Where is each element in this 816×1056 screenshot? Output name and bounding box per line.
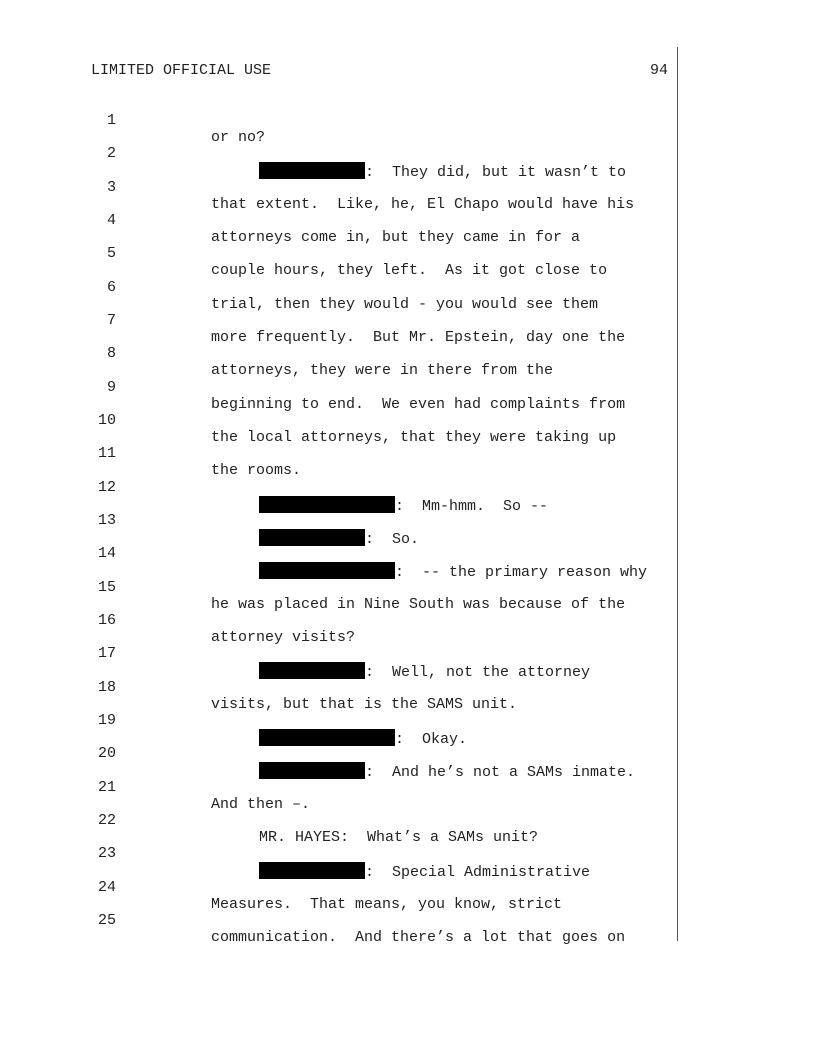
- line-text: : So.: [365, 531, 420, 548]
- transcript-line: [0, 595, 680, 646]
- line-number: 4: [106, 212, 116, 229]
- transcript-line: [0, 95, 680, 146]
- transcript-line: [0, 562, 680, 613]
- line-text: the rooms.: [211, 462, 302, 479]
- line-text: he was placed in Nine South was because of the: [211, 596, 626, 613]
- line-number: 10: [97, 412, 116, 429]
- line-text: or no?: [211, 129, 266, 146]
- line-text: And then –.: [211, 796, 311, 813]
- line-text: MR. HAYES: What’s a SAMs unit?: [259, 829, 539, 846]
- transcript-line: [0, 795, 680, 846]
- line-number: 15: [97, 579, 116, 596]
- transcript-line: [0, 862, 680, 913]
- transcript-line: [0, 362, 680, 413]
- line-text: visits, but that is the SAMS unit.: [211, 696, 518, 713]
- line-number: 5: [106, 245, 116, 262]
- line-text: communication. And there’s a lot that goes on: [211, 929, 626, 946]
- page-header-classification: LIMITED OFFICIAL USE: [91, 62, 272, 79]
- line-number: 3: [106, 179, 116, 196]
- line-text: : Well, not the attorney: [365, 664, 591, 681]
- line-text: that extent. Like, he, El Chapo would have his: [211, 196, 635, 213]
- transcript-line: [0, 195, 680, 246]
- transcript-line: [0, 695, 680, 748]
- line-text: attorneys come in, but they came in for a: [211, 229, 581, 246]
- line-number: 9: [106, 379, 116, 396]
- line-text: more frequently. But Mr. Epstein, day one the: [211, 329, 626, 346]
- line-number: 11: [97, 445, 116, 462]
- line-text: : They did, but it wasn’t to: [365, 164, 627, 181]
- line-number: 14: [97, 545, 116, 562]
- transcript-line: [0, 495, 680, 548]
- line-number: 17: [97, 645, 116, 662]
- line-number: 13: [97, 512, 116, 529]
- transcript-line: [0, 262, 680, 313]
- line-text: : Special Administrative: [365, 864, 591, 881]
- line-number: 18: [97, 679, 116, 696]
- line-number: 24: [97, 879, 116, 896]
- line-text: : And he’s not a SAMs inmate.: [365, 764, 636, 781]
- line-number: 6: [106, 279, 116, 296]
- line-text: attorneys, they were in there from the: [211, 362, 554, 379]
- line-number: 25: [97, 912, 116, 929]
- page-number: 94: [649, 62, 668, 79]
- transcript-line: [0, 728, 680, 781]
- line-text: : -- the primary reason why: [395, 564, 648, 581]
- line-number: 21: [97, 779, 116, 796]
- transcript-line: [0, 295, 680, 346]
- line-text: : Okay.: [395, 731, 468, 748]
- transcript-line: [0, 828, 680, 881]
- transcript-line: [0, 428, 680, 479]
- transcript-line: [0, 228, 680, 279]
- line-number: 19: [97, 712, 116, 729]
- transcript-line: [0, 395, 680, 446]
- line-text: couple hours, they left. As it got close to: [211, 262, 608, 279]
- transcript-line: [0, 128, 680, 181]
- line-number: 12: [97, 479, 116, 496]
- line-text: attorney visits?: [211, 629, 356, 646]
- line-number: 16: [97, 612, 116, 629]
- line-number: 8: [106, 345, 116, 362]
- line-number: 22: [97, 812, 116, 829]
- transcript-line: [0, 895, 680, 946]
- line-text: trial, then they would - you would see them: [211, 296, 599, 313]
- line-number: 1: [106, 112, 116, 129]
- line-number: 7: [106, 312, 116, 329]
- transcript-line: [0, 162, 680, 213]
- transcript-line: [0, 462, 680, 515]
- line-text: : Mm-hmm. So --: [395, 498, 549, 515]
- transcript-line: [0, 762, 680, 813]
- line-text: the local attorneys, that they were taking up: [211, 429, 617, 446]
- line-number: 23: [97, 845, 116, 862]
- transcript-line: [0, 662, 680, 713]
- transcript-line: [0, 628, 680, 681]
- line-number: 2: [106, 145, 116, 162]
- line-text: Measures. That means, you know, strict: [211, 896, 563, 913]
- transcript-line: [0, 328, 680, 379]
- line-number: 20: [97, 745, 116, 762]
- line-text: beginning to end. We even had complaints from: [211, 396, 626, 413]
- transcript-line: [0, 528, 680, 581]
